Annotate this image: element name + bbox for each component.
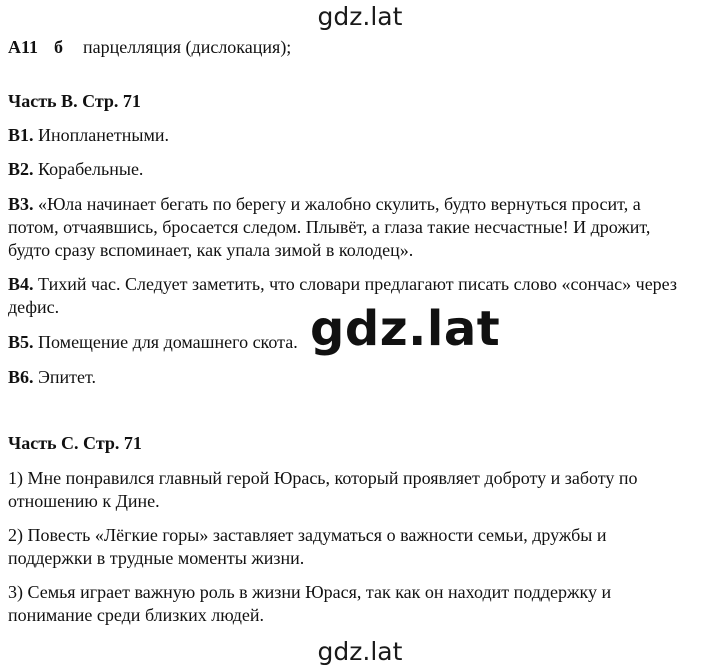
answer-b1 bbox=[8, 124, 169, 146]
answer-b4-line-1 bbox=[8, 273, 677, 295]
answer-b4-text-1: Тихий час. Следует заметить, что словари предлагают писать слово «сончас» через bbox=[38, 274, 677, 294]
answer-b3-line-2: потом, отчаявшись, бросается следом. Плывёт, а глаза такие несчастные! И дрожит, bbox=[8, 217, 651, 237]
answer-b3-text-1: «Юла начинает бегать по берегу и жалобно скулить, будто вернуться просит, а bbox=[38, 194, 641, 214]
answer-b6-text: Эпитет. bbox=[38, 367, 97, 387]
answer-b1-label: В1. bbox=[8, 125, 34, 145]
answer-b2 bbox=[8, 158, 143, 180]
part-b-heading: Часть В. Стр. 71 bbox=[8, 91, 141, 111]
answer-c2-line-1: 2) Повесть «Лёгкие горы» заставляет задуматься о важности семьи, дружбы и bbox=[8, 525, 607, 545]
answer-b3-label: В3. bbox=[8, 194, 34, 214]
answer-a11-text: парцелляция (дислокация); bbox=[83, 37, 292, 57]
answer-b5-label: В5. bbox=[8, 332, 34, 352]
answer-b3-line-3: будто сразу вспоминает, как упала зимой в колодец». bbox=[8, 240, 414, 260]
watermark-bottom: gdz.lat bbox=[317, 637, 403, 666]
part-c-heading: Часть С. Стр. 71 bbox=[8, 433, 142, 453]
answer-a11-label: А11 bbox=[8, 37, 39, 57]
answer-a11-letter: б bbox=[54, 37, 64, 57]
answer-b5-text: Помещение для домашнего скота. bbox=[38, 332, 298, 352]
answer-b1-text: Инопланетными. bbox=[38, 125, 169, 145]
answer-b4-line-2: дефис. bbox=[8, 297, 60, 317]
answer-c1-line-2: отношению к Дине. bbox=[8, 491, 160, 511]
answer-b6 bbox=[8, 366, 96, 388]
answer-b3-line-1 bbox=[8, 193, 641, 215]
answer-c1-line-1: 1) Мне понравился главный герой Юрась, который проявляет доброту и заботу по bbox=[8, 468, 638, 488]
answer-c3-line-1: 3) Семья играет важную роль в жизни Юрася, так как он находит поддержку и bbox=[8, 582, 612, 602]
answer-b6-label: В6. bbox=[8, 367, 34, 387]
answer-c3-line-2: понимание среди близких людей. bbox=[8, 605, 265, 625]
answer-b2-label: В2. bbox=[8, 159, 34, 179]
answer-a11 bbox=[8, 36, 291, 58]
answer-b4-label: В4. bbox=[8, 274, 34, 294]
watermark-middle: gdz.lat bbox=[310, 301, 501, 357]
answer-b5 bbox=[8, 331, 298, 353]
answer-b2-text: Корабельные. bbox=[38, 159, 144, 179]
watermark-top: gdz.lat bbox=[317, 2, 403, 31]
answer-c2-line-2: поддержки в трудные моменты жизни. bbox=[8, 548, 305, 568]
